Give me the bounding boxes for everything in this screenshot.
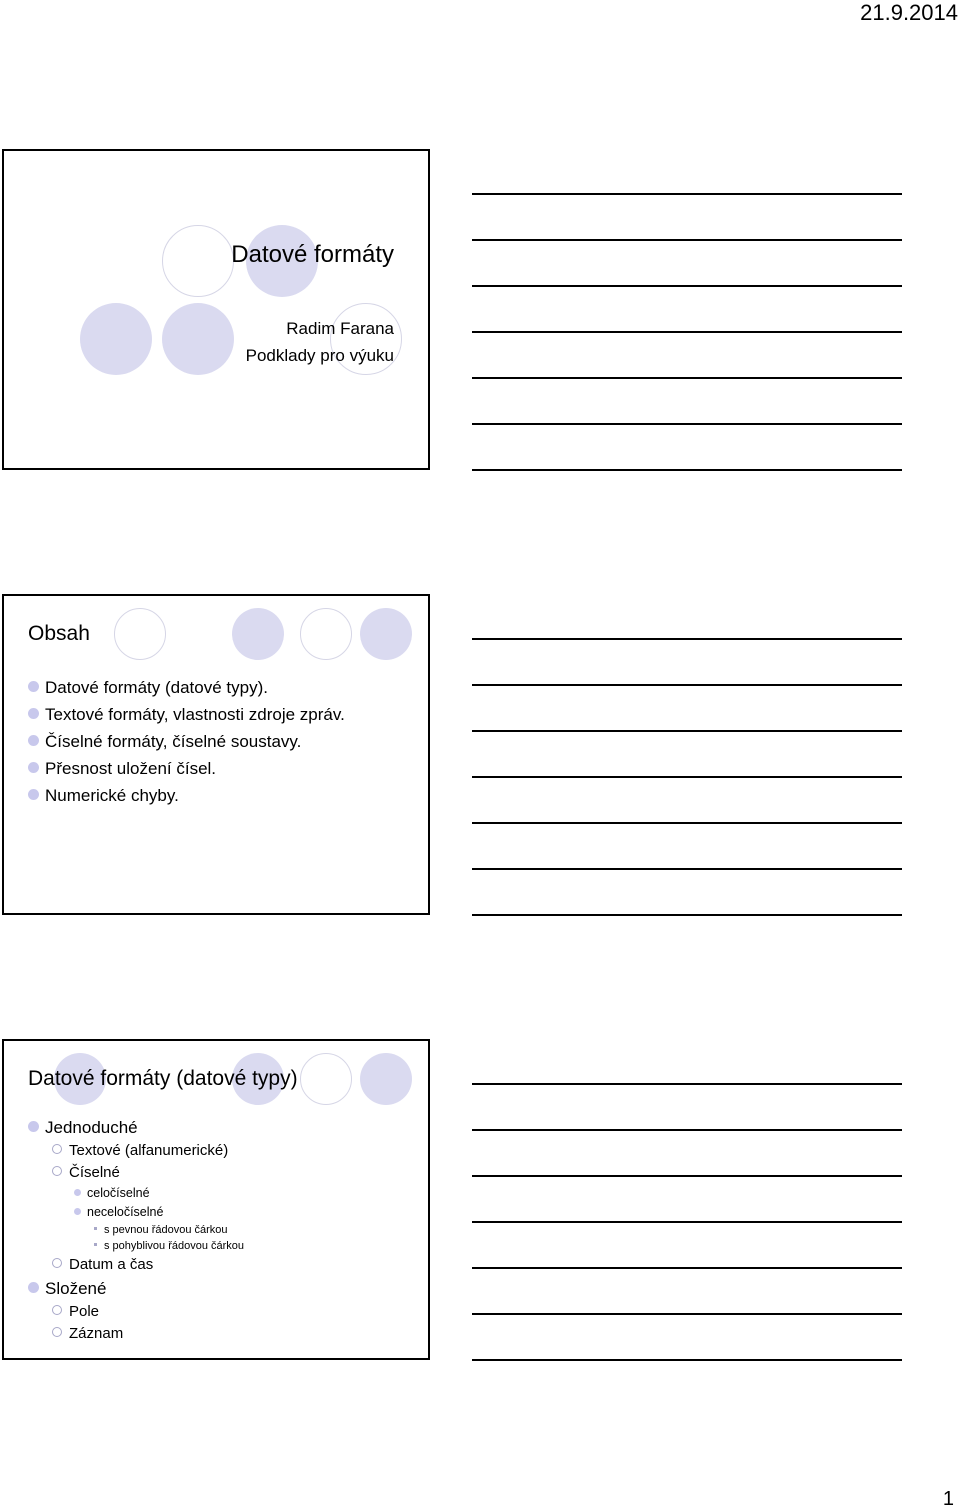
list-item: Pole	[28, 1301, 244, 1323]
slide-title: Datové formáty (datové typy)	[28, 1067, 298, 1090]
note-line	[472, 684, 902, 686]
note-line	[472, 1129, 902, 1131]
note-line	[472, 1359, 902, 1361]
bullet-icon	[52, 1258, 62, 1268]
bullet-icon	[74, 1208, 81, 1215]
list-item: Složené	[28, 1276, 244, 1301]
bullet-list	[28, 1115, 244, 1345]
list-item: Numerické chyby.	[28, 782, 345, 809]
note-line	[472, 377, 902, 379]
decor-circle	[232, 608, 284, 660]
bullet-icon	[94, 1227, 97, 1230]
bullet-list	[28, 674, 345, 809]
note-line	[472, 469, 902, 471]
bullet-icon	[94, 1243, 97, 1246]
slide-title: Obsah	[28, 622, 90, 645]
list-item: Textové formáty, vlastnosti zdroje zpráv.	[28, 701, 345, 728]
list-item: neceločíselné	[28, 1203, 244, 1222]
list-item: Datum a čas	[28, 1254, 244, 1276]
decor-circle	[114, 608, 166, 660]
note-line	[472, 239, 902, 241]
decor-circle	[360, 608, 412, 660]
bullet-icon	[74, 1189, 81, 1196]
note-line	[472, 730, 902, 732]
note-line	[472, 1313, 902, 1315]
bullet-icon	[28, 789, 39, 800]
note-line	[472, 914, 902, 916]
note-line	[472, 423, 902, 425]
bullet-icon	[28, 1121, 39, 1132]
decor-circle	[162, 225, 234, 297]
bullet-icon	[28, 681, 39, 692]
slide-title: Datové formáty	[231, 241, 394, 268]
slide-author: Radim Farana	[286, 319, 394, 338]
page-number: 1	[942, 1488, 954, 1510]
note-line	[472, 776, 902, 778]
note-line	[472, 193, 902, 195]
list-item: Číselné	[28, 1162, 244, 1184]
list-item: celočíselné	[28, 1184, 244, 1203]
note-line	[472, 822, 902, 824]
note-line	[472, 331, 902, 333]
note-line	[472, 1175, 902, 1177]
bullet-icon	[52, 1144, 62, 1154]
decor-circle	[162, 303, 234, 375]
bullet-icon	[52, 1305, 62, 1315]
list-item: Přesnost uložení čísel.	[28, 755, 345, 782]
decor-circle	[300, 608, 352, 660]
list-item: s pevnou řádovou čárkou	[28, 1222, 244, 1238]
list-item: Číselné formáty, číselné soustavy.	[28, 728, 345, 755]
list-item: Textové (alfanumerické)	[28, 1140, 244, 1162]
note-line	[472, 1267, 902, 1269]
slide-2	[2, 594, 430, 915]
list-item: Jednoduché	[28, 1115, 244, 1140]
list-item: Datové formáty (datové typy).	[28, 674, 345, 701]
note-line	[472, 868, 902, 870]
slide-3	[2, 1039, 430, 1360]
note-line	[472, 1083, 902, 1085]
note-line	[472, 1221, 902, 1223]
note-line	[472, 638, 902, 640]
slide-1	[2, 149, 430, 470]
bullet-icon	[28, 1282, 39, 1293]
list-item: Záznam	[28, 1323, 244, 1345]
bullet-icon	[52, 1327, 62, 1337]
header-date: 21.9.2014	[860, 0, 958, 25]
slide-subtitle: Podklady pro výuku	[245, 346, 394, 365]
bullet-icon	[28, 762, 39, 773]
decor-circle	[80, 303, 152, 375]
bullet-icon	[28, 735, 39, 746]
decor-circle	[360, 1053, 412, 1105]
bullet-icon	[52, 1166, 62, 1176]
list-item: s pohyblivou řádovou čárkou	[28, 1238, 244, 1254]
note-line	[472, 285, 902, 287]
decor-circle	[300, 1053, 352, 1105]
bullet-icon	[28, 708, 39, 719]
